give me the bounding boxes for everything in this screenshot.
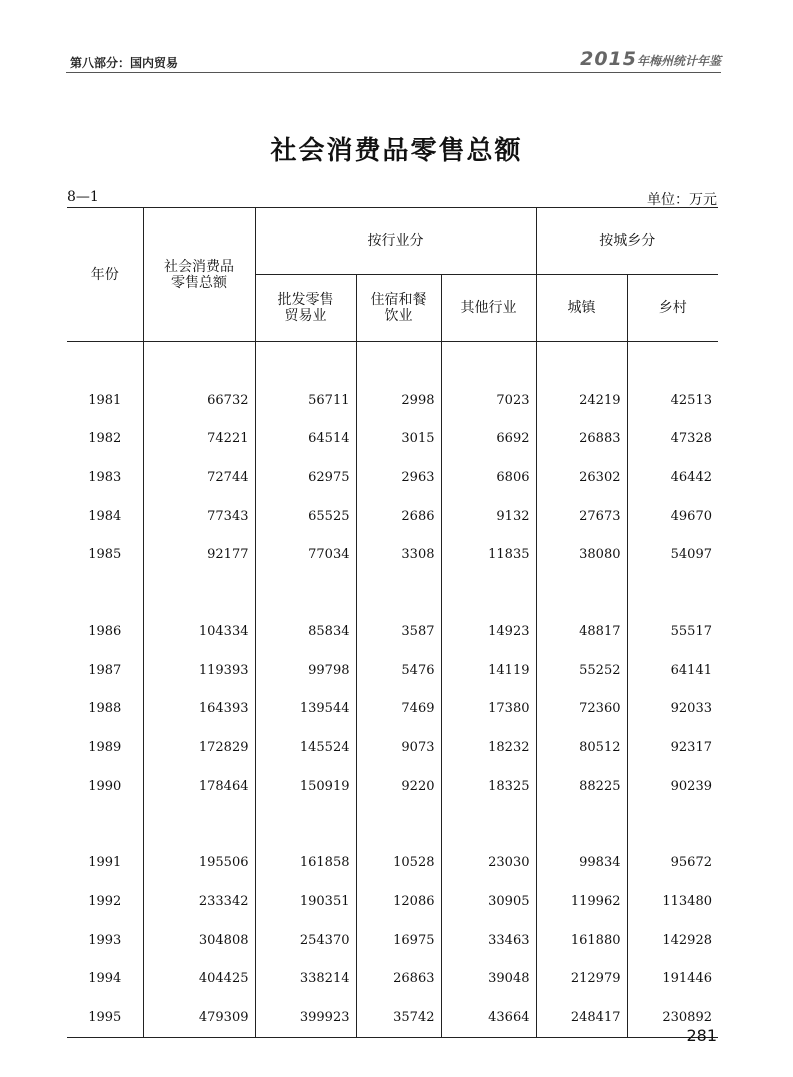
other-cell: 39048 — [441, 960, 536, 999]
year-cell: 1995 — [88, 1010, 122, 1026]
urban-cell: 26302 — [536, 458, 627, 497]
other-cell: 23030 — [441, 844, 536, 883]
other-cell: 6692 — [441, 419, 536, 458]
total-cell: 164393 — [143, 690, 255, 729]
total-cell: 77343 — [143, 497, 255, 536]
rural-cell: 230892 — [627, 998, 718, 1037]
col-header-total: 社会消费品 零售总额 — [143, 208, 255, 342]
rural-cell: 64141 — [627, 651, 718, 690]
total-cell: 195506 — [143, 844, 255, 883]
year-cell: 1991 — [88, 855, 122, 871]
table-row — [67, 419, 718, 458]
urban-cell: 48817 — [536, 612, 627, 651]
catering-cell: 12086 — [356, 882, 441, 921]
col-header-by-region: 按城乡分 — [536, 208, 718, 275]
urban-cell: 24219 — [536, 381, 627, 420]
total-cell: 404425 — [143, 960, 255, 999]
wholesale-cell: 85834 — [255, 612, 356, 651]
retail-sales-table — [67, 207, 718, 1038]
catering-cell: 2963 — [356, 458, 441, 497]
catering-cell: 5476 — [356, 651, 441, 690]
year-cell: 1988 — [88, 701, 122, 717]
rural-cell: 49670 — [627, 497, 718, 536]
rural-cell: 55517 — [627, 612, 718, 651]
catering-cell: 16975 — [356, 921, 441, 960]
other-cell: 7023 — [441, 381, 536, 420]
spacer-row — [67, 342, 718, 381]
page-title: 社会消费品零售总额 — [270, 136, 523, 166]
table-row — [67, 458, 718, 497]
wholesale-cell: 338214 — [255, 960, 356, 999]
year-cell: 1982 — [88, 431, 122, 447]
yearbook-name: 年梅州统计年鉴 — [636, 54, 721, 68]
total-cell: 119393 — [143, 651, 255, 690]
year-cell: 1983 — [88, 469, 122, 485]
catering-cell: 35742 — [356, 998, 441, 1037]
other-cell: 14923 — [441, 612, 536, 651]
col-header-year: 年份 — [90, 266, 119, 283]
total-cell: 92177 — [143, 535, 255, 574]
table-code: 8—1 — [67, 189, 99, 205]
year-cell: 1994 — [88, 971, 122, 987]
col-header-other: 其他行业 — [441, 275, 536, 342]
table-row — [67, 497, 718, 536]
col-header-wholesale: 批发零售 贸易业 — [255, 275, 356, 342]
wholesale-cell: 62975 — [255, 458, 356, 497]
urban-cell: 161880 — [536, 921, 627, 960]
year-cell: 1986 — [88, 623, 122, 639]
other-cell: 18232 — [441, 728, 536, 767]
section-header: 第八部分：国内贸易 — [70, 56, 179, 70]
other-cell: 43664 — [441, 998, 536, 1037]
year-cell: 1989 — [88, 740, 122, 756]
yearbook-year: 2015 — [580, 48, 637, 70]
rural-cell: 54097 — [627, 535, 718, 574]
urban-cell: 26883 — [536, 419, 627, 458]
rural-cell: 113480 — [627, 882, 718, 921]
total-cell: 72744 — [143, 458, 255, 497]
yearbook-title — [580, 48, 721, 70]
wholesale-cell: 65525 — [255, 497, 356, 536]
urban-cell: 27673 — [536, 497, 627, 536]
catering-cell: 7469 — [356, 690, 441, 729]
table-unit: 单位：万元 — [647, 192, 717, 208]
total-cell: 178464 — [143, 767, 255, 806]
other-cell: 9132 — [441, 497, 536, 536]
table-row — [67, 690, 718, 729]
wholesale-cell: 64514 — [255, 419, 356, 458]
table-row — [67, 381, 718, 420]
table-row — [67, 844, 718, 883]
urban-cell: 72360 — [536, 690, 627, 729]
wholesale-cell: 56711 — [255, 381, 356, 420]
rural-cell: 142928 — [627, 921, 718, 960]
rural-cell: 90239 — [627, 767, 718, 806]
col-header-rural: 乡村 — [627, 275, 718, 342]
col-header-urban: 城镇 — [536, 275, 627, 342]
year-cell: 1990 — [88, 778, 122, 794]
year-cell: 1987 — [88, 662, 122, 678]
rural-cell: 92317 — [627, 728, 718, 767]
other-cell: 18325 — [441, 767, 536, 806]
other-cell: 17380 — [441, 690, 536, 729]
col-header-by-industry: 按行业分 — [255, 208, 536, 275]
wholesale-cell: 399923 — [255, 998, 356, 1037]
table-row — [67, 728, 718, 767]
catering-cell: 9073 — [356, 728, 441, 767]
catering-cell: 2686 — [356, 497, 441, 536]
table-row — [67, 651, 718, 690]
spacer-row — [67, 574, 718, 612]
other-cell: 33463 — [441, 921, 536, 960]
urban-cell: 80512 — [536, 728, 627, 767]
wholesale-cell: 99798 — [255, 651, 356, 690]
urban-cell: 88225 — [536, 767, 627, 806]
other-cell: 11835 — [441, 535, 536, 574]
catering-cell: 3587 — [356, 612, 441, 651]
total-cell: 66732 — [143, 381, 255, 420]
wholesale-cell: 190351 — [255, 882, 356, 921]
urban-cell: 119962 — [536, 882, 627, 921]
rural-cell: 47328 — [627, 419, 718, 458]
other-cell: 6806 — [441, 458, 536, 497]
rural-cell: 191446 — [627, 960, 718, 999]
year-cell: 1992 — [88, 894, 122, 910]
table-row — [67, 767, 718, 806]
urban-cell: 212979 — [536, 960, 627, 999]
catering-cell: 3015 — [356, 419, 441, 458]
wholesale-cell: 77034 — [255, 535, 356, 574]
catering-cell: 9220 — [356, 767, 441, 806]
year-cell: 1981 — [88, 392, 122, 408]
year-cell: 1984 — [88, 508, 122, 524]
catering-cell: 3308 — [356, 535, 441, 574]
total-cell: 479309 — [143, 998, 255, 1037]
table-row — [67, 612, 718, 651]
other-cell: 30905 — [441, 882, 536, 921]
page-number: 281 — [686, 1026, 717, 1045]
year-cell: 1993 — [88, 932, 122, 948]
year-cell: 1985 — [88, 547, 122, 563]
catering-cell: 26863 — [356, 960, 441, 999]
table-row — [67, 535, 718, 574]
rural-cell: 95672 — [627, 844, 718, 883]
catering-cell: 10528 — [356, 844, 441, 883]
wholesale-cell: 150919 — [255, 767, 356, 806]
catering-cell: 2998 — [356, 381, 441, 420]
wholesale-cell: 254370 — [255, 921, 356, 960]
total-cell: 74221 — [143, 419, 255, 458]
table-row — [67, 998, 718, 1037]
wholesale-cell: 139544 — [255, 690, 356, 729]
urban-cell: 99834 — [536, 844, 627, 883]
rural-cell: 46442 — [627, 458, 718, 497]
urban-cell: 55252 — [536, 651, 627, 690]
table-row — [67, 882, 718, 921]
total-cell: 172829 — [143, 728, 255, 767]
rural-cell: 92033 — [627, 690, 718, 729]
total-cell: 304808 — [143, 921, 255, 960]
urban-cell: 248417 — [536, 998, 627, 1037]
table-body — [67, 342, 718, 1038]
header-rule — [66, 72, 721, 73]
table-row — [67, 921, 718, 960]
urban-cell: 38080 — [536, 535, 627, 574]
total-cell: 104334 — [143, 612, 255, 651]
spacer-row — [67, 806, 718, 844]
col-header-catering: 住宿和餐 饮业 — [356, 275, 441, 342]
rural-cell: 42513 — [627, 381, 718, 420]
total-cell: 233342 — [143, 882, 255, 921]
table-row — [67, 960, 718, 999]
other-cell: 14119 — [441, 651, 536, 690]
wholesale-cell: 145524 — [255, 728, 356, 767]
wholesale-cell: 161858 — [255, 844, 356, 883]
